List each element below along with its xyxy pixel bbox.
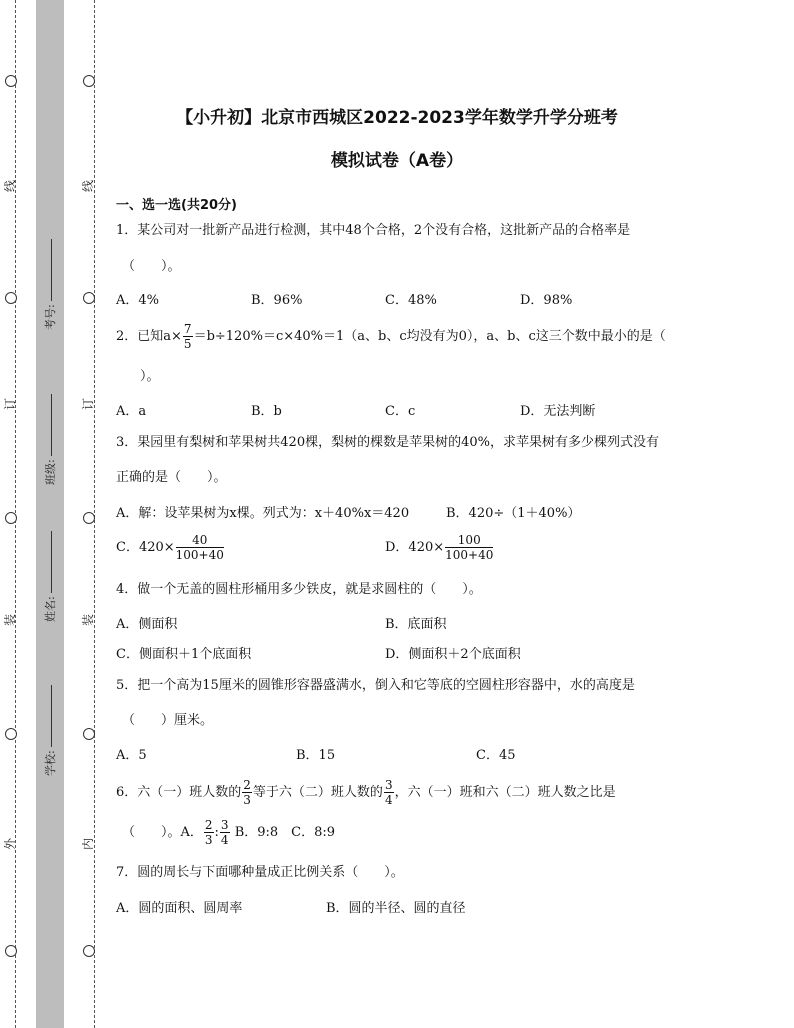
- margin-char-ding: 订: [3, 397, 18, 411]
- option-d-fraction: $\frac{100}{100+40}$: [445, 533, 494, 562]
- question-5-option-a[interactable]: A．5: [116, 748, 147, 763]
- binding-hole: [83, 75, 95, 87]
- name-label: 姓名:: [44, 596, 57, 622]
- question-3-option-c[interactable]: [116, 530, 225, 566]
- school-label: 学校:: [44, 750, 57, 776]
- question-6-fraction-1: $\frac{2}{3}$: [243, 778, 251, 807]
- question-1-option-b[interactable]: B．96%: [251, 293, 303, 308]
- margin-char-zhuang: 装: [3, 613, 18, 627]
- binding-hole: [5, 945, 17, 957]
- question-7-option-a[interactable]: A．圆的面积、圆周率: [116, 901, 243, 916]
- question-3-option-d[interactable]: [385, 530, 494, 566]
- question-6-continuation: [122, 816, 335, 850]
- question-2-option-c[interactable]: C．c: [385, 404, 416, 419]
- question-4-option-a[interactable]: A．侧面积: [116, 617, 178, 632]
- margin-char-wai: 外: [3, 837, 18, 851]
- binding-hole: [5, 728, 17, 740]
- section-heading: 一、选一选(共20分): [116, 198, 237, 213]
- binding-hole: [83, 728, 95, 740]
- binding-hole: [5, 75, 17, 87]
- binding-hole: [83, 292, 95, 304]
- option-a-fraction-2: $\frac{3}{4}$: [220, 818, 229, 847]
- question-4-option-c[interactable]: C．侧面积＋1个底面积: [116, 647, 252, 662]
- question-4-option-d[interactable]: D．侧面积＋2个底面积: [385, 647, 521, 662]
- question-6-fraction-2: $\frac{3}{4}$: [384, 778, 393, 807]
- margin-char-nei: 内: [81, 837, 96, 851]
- exam-number-field[interactable]: [42, 239, 58, 330]
- ratio-colon: :: [214, 825, 219, 840]
- question-1-option-d[interactable]: D．98%: [520, 293, 573, 308]
- question-3-continuation: 正确的是（ ）。: [116, 470, 227, 485]
- margin-char-xian: 线: [3, 179, 18, 193]
- question-2-option-b[interactable]: B．b: [251, 404, 282, 419]
- school-field[interactable]: [42, 685, 58, 776]
- option-a-fraction-1: $\frac{2}{3}$: [204, 818, 213, 847]
- binding-hole: [83, 512, 95, 524]
- question-4-option-b[interactable]: B．底面积: [385, 617, 447, 632]
- question-1-option-c[interactable]: C．48%: [385, 293, 437, 308]
- question-2-fraction: $\frac{7}{5}$: [183, 322, 192, 351]
- question-1-stem: 1．某公司对一批新产品进行检测，其中48个合格，2个没有合格，这批新产品的合格率是: [116, 223, 631, 238]
- question-2-stem: [116, 320, 666, 354]
- question-3-option-b[interactable]: B．420÷（1＋40%）: [446, 506, 581, 521]
- name-field[interactable]: [42, 531, 58, 622]
- class-label: 班级:: [44, 459, 57, 485]
- question-5-stem: 5．把一个高为15厘米的圆锥形容器盛满水，倒入和它等底的空圆柱形容器中，水的高度是: [116, 678, 635, 693]
- question-6-prefix: 6．六（一）班人数的: [116, 785, 242, 800]
- question-2-option-a[interactable]: A．a: [116, 404, 147, 419]
- question-7-option-b[interactable]: B．圆的半径、圆的直径: [326, 901, 466, 916]
- binding-hole: [83, 945, 95, 957]
- question-5-option-c[interactable]: C．45: [476, 748, 516, 763]
- question-7-stem: 7．圆的周长与下面哪种量成正比例关系（ ）。: [116, 865, 404, 880]
- margin-char-zhuang: 装: [81, 613, 96, 627]
- question-2-option-d[interactable]: D．无法判断: [520, 404, 596, 419]
- margin-char-ding: 订: [81, 397, 96, 411]
- question-6-middle: 等于六（二）班人数的: [252, 785, 383, 800]
- class-field[interactable]: [42, 394, 58, 485]
- question-1-continuation: （ ）。: [122, 259, 181, 274]
- option-d-prefix: D．420×: [385, 540, 445, 555]
- question-6-suffix: ，六（一）班和六（二）班人数之比是: [394, 785, 616, 800]
- binding-hole: [5, 512, 17, 524]
- question-3-stem: 3．果园里有梨树和苹果树共420棵，梨树的棵数是苹果树的40%，求苹果树有多少棵列式没有: [116, 435, 659, 450]
- question-6-stem: [116, 776, 616, 810]
- question-3-option-a[interactable]: A．解：设苹果树为x棵。列式为：x＋40%x＝420: [116, 506, 410, 521]
- question-4-stem: 4．做一个无盖的圆柱形桶用多少铁皮，就是求圆柱的（ ）。: [116, 582, 482, 597]
- question-2-prefix: 2．已知a×: [116, 329, 182, 344]
- question-5-continuation: （ ）厘米。: [122, 713, 214, 728]
- margin-char-xian: 线: [81, 179, 96, 193]
- question-6-option-a-label[interactable]: （ ）。A．: [122, 825, 203, 840]
- page-title: 【小升初】北京市西城区2022-2023学年数学升学分班考: [176, 108, 618, 128]
- option-c-fraction: $\frac{40}{100+40}$: [175, 533, 224, 562]
- question-2-continuation: ）。: [140, 369, 160, 384]
- question-6-options-bc[interactable]: B．9:8 C．8:9: [234, 825, 336, 840]
- page-subtitle: 模拟试卷（A卷）: [330, 151, 464, 171]
- question-1-option-a[interactable]: A．4%: [116, 293, 160, 308]
- question-5-option-b[interactable]: B．15: [296, 748, 336, 763]
- binding-hole: [5, 292, 17, 304]
- option-c-prefix: C．420×: [116, 540, 175, 555]
- question-2-suffix: ＝b÷120%＝c×40%＝1（a、b、c均没有为0），a、b、c这三个数中最小的是（: [193, 329, 666, 344]
- exam-number-label: 考号:: [44, 304, 57, 330]
